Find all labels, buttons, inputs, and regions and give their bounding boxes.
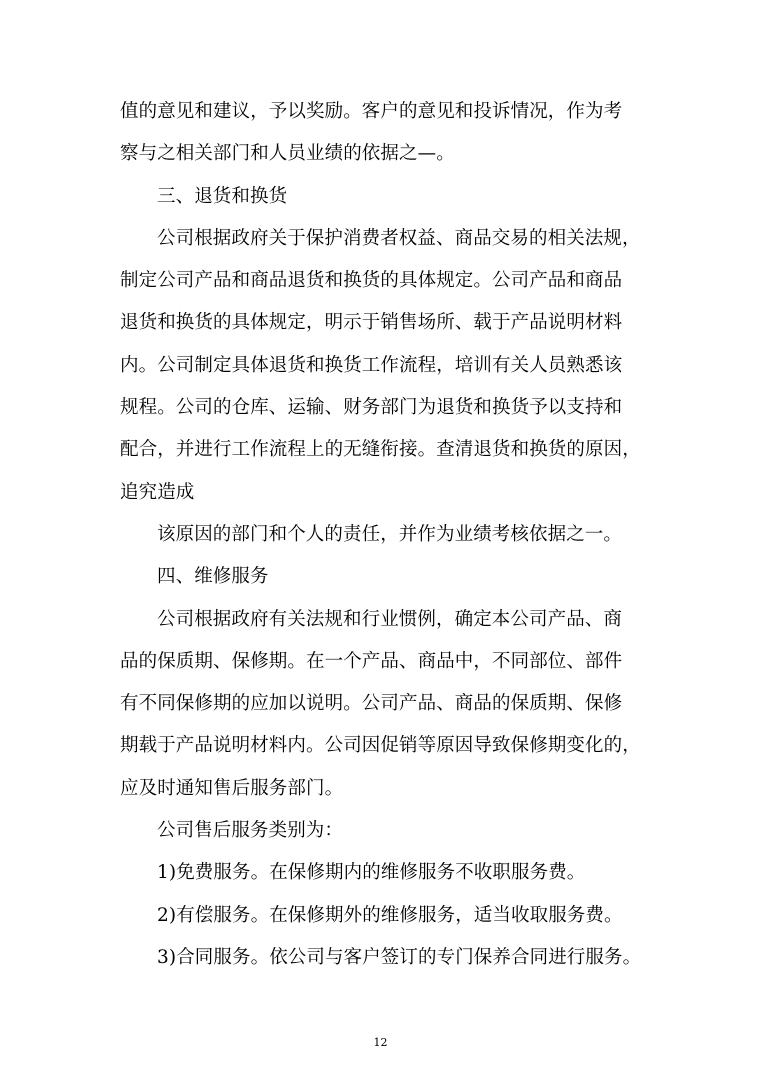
paragraph-line: 应及时通知售后服务部门。	[120, 777, 344, 799]
paragraph-line: 规程。公司的仓库、运输、财务部门为退货和换货予以支持和	[120, 397, 623, 419]
paragraph-line: 察与之相关部门和人员业绩的依据之—。	[120, 143, 455, 165]
paragraph-line: 公司根据政府有关法规和行业惯例，确定本公司产品、商	[157, 608, 623, 630]
paragraph-line: 追究造成	[120, 481, 195, 503]
page-number: 12	[373, 1036, 388, 1049]
paragraph-line: 内。公司制定具体退货和换货工作流程，培训有关人员熟悉该	[120, 354, 623, 376]
paragraph-line: 有不同保修期的应加以说明。公司产品、商品的保质期、保修	[120, 693, 623, 715]
paragraph-line: 期载于产品说明材料内。公司因促销等原因导致保修期变化的，	[120, 735, 641, 757]
list-item: 1)免费服务。在保修期内的维修服务不收职服务费。	[157, 862, 586, 884]
list-item: 3)合同服务。依公司与客户签订的专门保养合同进行服务。	[157, 946, 642, 968]
section-heading-returns: 三、退货和换货	[157, 185, 288, 207]
paragraph-line: 公司售后服务类别为：	[157, 820, 344, 842]
paragraph-line: 配合，并进行工作流程上的无缝衔接。查清退货和换货的原因，	[120, 439, 641, 461]
section-heading-repair: 四、维修服务	[157, 566, 269, 588]
paragraph-line: 制定公司产品和商品退货和换货的具体规定。公司产品和商品	[120, 270, 623, 292]
list-item: 2)有偿服务。在保修期外的维修服务，适当收取服务费。	[157, 904, 623, 926]
paragraph-line: 品的保质期、保修期。在一个产品、商品中，不同部位、部件	[120, 650, 623, 672]
paragraph-line: 退货和换货的具体规定，明示于销售场所、载于产品说明材料	[120, 312, 623, 334]
body-text	[120, 91, 640, 979]
paragraph-line: 公司根据政府关于保护消费者权益、商品交易的相关法规，	[157, 227, 641, 249]
paragraph-line: 该原因的部门和个人的责任，并作为业绩考核依据之一。	[157, 523, 623, 545]
paragraph-line: 值的意见和建议，予以奖励。客户的意见和投诉情况，作为考	[120, 101, 623, 122]
